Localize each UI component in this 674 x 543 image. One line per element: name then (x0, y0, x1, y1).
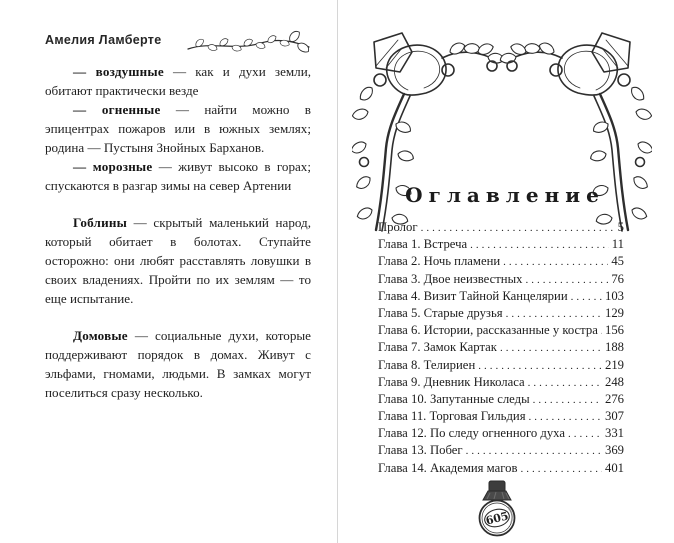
toc-entry-page: 5 (617, 220, 624, 234)
toc-entry-label: Пролог (378, 220, 418, 234)
leader-dots (506, 308, 602, 320)
leader-dots (520, 463, 601, 475)
paragraph-text: — как и духи земли, обитают практически везде (45, 64, 311, 98)
toc-entry-label: Глава 3. Двое неизвестных (378, 271, 523, 286)
leader-dots (478, 360, 602, 372)
right-page (352, 28, 652, 543)
term-frost: — морозные (73, 159, 153, 174)
leader-dots (525, 274, 608, 286)
toc-entry-page: 103 (604, 288, 624, 303)
toc-entry-label: Глава 2. Ночь пламени (378, 254, 501, 269)
body-text (45, 62, 311, 402)
toc-entry (378, 289, 624, 306)
toc-entry-page: 76 (611, 271, 624, 286)
toc-entry-page: 331 (604, 426, 624, 441)
toc-entry (378, 392, 624, 409)
toc-entry-label: Глава 11. Торговая Гильдия (378, 409, 526, 424)
toc-entry (378, 375, 624, 392)
term-air: — воздушные (73, 64, 164, 79)
paragraph-text: — скрытый маленький народ, который обитает в болотах. Ступайте осторожно: они любят расставлять ловушки в своих владениях. Пройти по их землям — то еще испытание. (45, 215, 311, 306)
author-name: Амелия Ламберте (45, 33, 162, 47)
toc-entry-page: 369 (604, 443, 624, 458)
toc-entry (378, 254, 624, 271)
toc-entry (378, 426, 624, 443)
toc-entry-page: 307 (604, 409, 624, 424)
toc-entry (378, 443, 624, 460)
table-of-contents (378, 220, 624, 478)
toc-entry-page: 129 (604, 305, 624, 320)
toc-entry-label: Глава 12. По следу огненного духа (378, 426, 565, 441)
leader-dots (533, 394, 602, 406)
leader-dots (503, 256, 608, 268)
toc-entry (378, 220, 624, 237)
toc-entry (378, 461, 624, 478)
toc-entry-page: 276 (604, 391, 624, 406)
toc-entry (378, 272, 624, 289)
toc-entry-page: 248 (604, 374, 624, 389)
toc-entry-page: 219 (604, 357, 624, 372)
toc-entry-page: 11 (611, 237, 624, 252)
toc-entry (378, 237, 624, 254)
leader-dots (500, 342, 602, 354)
leader-dots (601, 325, 602, 337)
page-gutter-divider (337, 0, 338, 543)
running-header (45, 30, 311, 62)
potion-bottle-icon (475, 479, 519, 539)
leader-dots (466, 445, 602, 457)
toc-entry-label: Глава 5. Старые друзья (378, 305, 503, 320)
paragraph-fire-spirits (45, 100, 311, 157)
paragraph-domovye (45, 326, 311, 402)
toc-entry-page: 45 (611, 254, 624, 269)
toc-entry (378, 306, 624, 323)
toc-entry-label: Глава 9. Дневник Николаса (378, 374, 525, 389)
toc-entry-label: Глава 13. Побег (378, 443, 463, 458)
left-page (45, 30, 311, 402)
leader-dots (568, 428, 602, 440)
toc-entry-page: 156 (604, 323, 624, 338)
leader-dots (470, 239, 609, 251)
page-number-badge: 605 (484, 509, 510, 528)
paragraph-air-spirits (45, 62, 311, 100)
toc-entry-label: Глава 7. Замок Картак (378, 340, 497, 355)
paragraph-text: — социальные духи, которые поддерживают порядок в домах. Живут с эльфами, гномами, людьми. В замках могут поселиться сразу несколько. (45, 328, 311, 400)
toc-entry-page: 188 (604, 340, 624, 355)
toc-entry (378, 340, 624, 357)
leader-dots (529, 411, 602, 423)
term-domovye: Домовые (73, 328, 128, 343)
leader-dots (571, 291, 602, 303)
paragraph-goblins (45, 213, 311, 308)
toc-entry (378, 323, 624, 340)
toc-entry-label: Глава 14. Академия магов (378, 460, 518, 475)
toc-entry (378, 358, 624, 375)
paragraph-text: — найти можно в эпицентрах пожаров или в южных землях; родина — Пустыня Знойных Барханов. (45, 102, 311, 155)
toc-entry-label: Глава 6. Истории, рассказанные у костра (378, 323, 598, 338)
toc-entry-label: Глава 8. Телириен (378, 357, 476, 372)
leader-dots (421, 222, 615, 234)
toc-entry-label: Глава 10. Запутанные следы (378, 391, 530, 406)
toc-entry-label: Глава 4. Визит Тайной Канцелярии (378, 288, 568, 303)
toc-title: Оглавление (405, 183, 605, 207)
toc-entry-page: 401 (604, 460, 624, 475)
leader-dots (528, 377, 602, 389)
paragraph-text: — живут высоко в горах; спускаются в разгар зимы на север Артении (45, 159, 311, 193)
leafy-branch-icon (186, 30, 311, 60)
toc-entry-label: Глава 1. Встреча (378, 237, 468, 252)
term-fire: — огненные (73, 102, 161, 117)
term-goblins: Гоблины (73, 215, 128, 230)
toc-entry (378, 409, 624, 426)
paragraph-frost-spirits (45, 157, 311, 195)
